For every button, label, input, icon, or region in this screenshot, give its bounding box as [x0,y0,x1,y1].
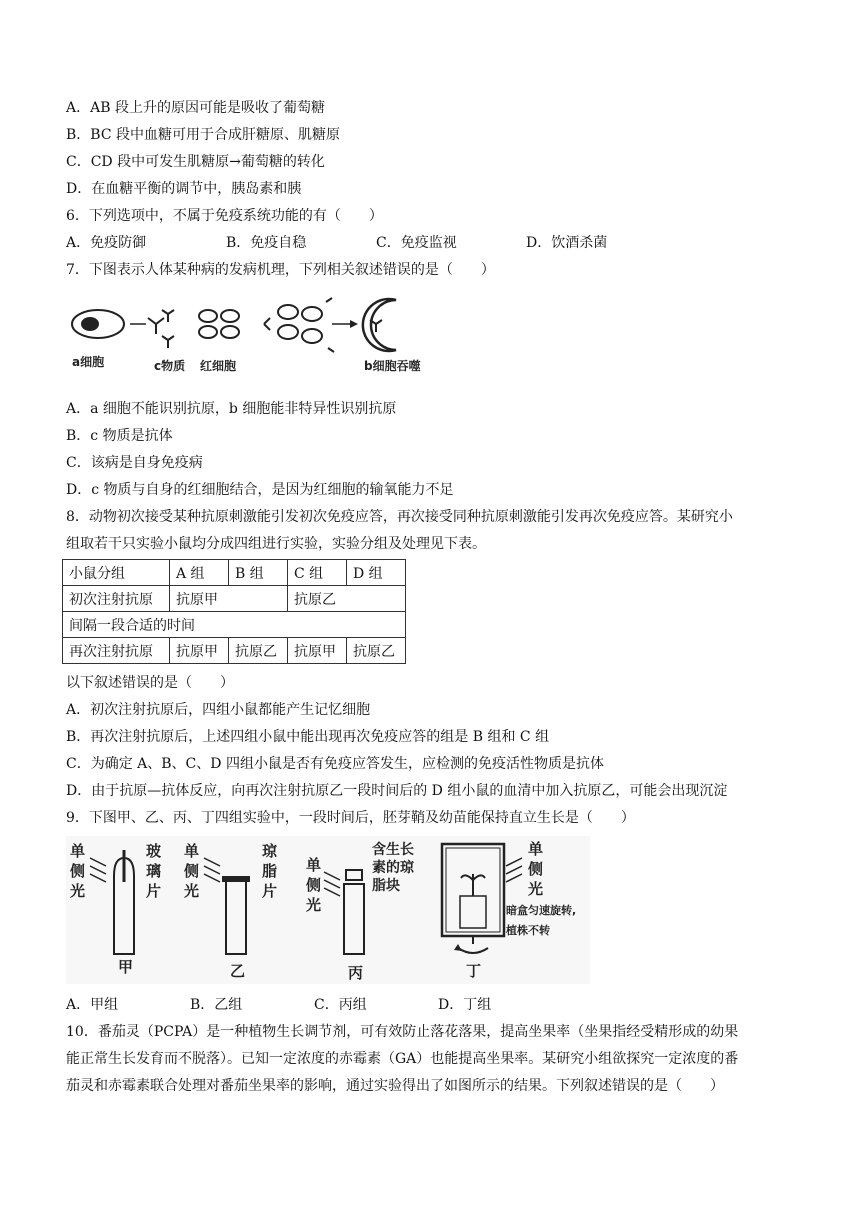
svg-text:光: 光 [306,896,322,914]
table-row [63,586,406,612]
red-cell-icons [199,310,239,338]
svg-text:侧: 侧 [306,876,322,894]
bound-complex-icon [264,298,334,352]
q8-option-a: A．初次注射抗原后，四组小鼠都能产生记忆细胞 [66,702,371,718]
table-cell: 抗原甲 [288,638,347,664]
q8-table [62,559,406,664]
q7-option-b: B．c 物质是抗体 [66,428,173,444]
svg-text:单: 单 [306,856,322,874]
q10-line2: 能正常生长发育而不脱落）。已知一定浓度的赤霉素（GA）也能提高坐果率。某研究小组欲探究一定浓度的番 [66,1051,739,1067]
svg-text:光: 光 [70,882,86,900]
q5-option-c: C．CD 段中可发生肌糖原→葡萄糖的转化 [66,154,325,170]
label-ding: 丁 [466,962,482,980]
table-cell: 抗原甲 [170,638,229,664]
svg-text:侧: 侧 [70,862,86,880]
table-row [63,638,406,664]
q5-option-b: B．BC 段中血糖可用于合成肝糖原、肌糖原 [66,127,340,143]
q9-option-d: D．丁组 [438,997,492,1013]
q8-stem-line2: 组取若干只实验小鼠均分成四组进行实验，实验分组及处理见下表。 [66,536,486,552]
table-cell: 间隔一段合适的时间 [63,612,406,638]
svg-text:璃: 璃 [146,862,162,880]
b-cell-shape [363,299,396,351]
q9-option-a: A．甲组 [66,997,119,1013]
table-cell: 抗原甲 [170,586,288,612]
q5-option-d: D．在血糖平衡的调节中，胰岛素和胰 [66,181,302,197]
q7-option-d: D．c 物质与自身的红细胞结合，是因为红细胞的输氧能力不足 [66,482,454,498]
a-cell-nucleus [81,317,99,331]
q10-line3: 茄灵和赤霉素联合处理对番茄坐果率的影响，通过实验得出了如图所示的结果。下列叙述错误的是（ ） [66,1078,724,1094]
q6-option-b: B．免疫自稳 [226,235,307,251]
antibody-icons [148,310,174,348]
q9-option-b: B．乙组 [190,997,243,1013]
q8-option-d: D．由于抗原—抗体反应，向再次注射抗原乙一段时间后的 D 组小鼠的血清中加入抗原乙，可能会出现沉淀 [66,783,728,799]
q9-stem: 9．下图甲、乙、丙、丁四组实验中，一段时间后，胚芽鞘及幼苗能保持直立生长是（ ） [66,810,635,826]
table-cell: D 组 [347,560,406,586]
table-cell: 初次注射抗原 [63,586,170,612]
q9-option-c: C．丙组 [314,997,367,1013]
svg-text:单: 单 [184,842,200,860]
label-b-cell: b细胞吞噬 [364,359,421,373]
q7-option-c: C．该病是自身免疫病 [66,455,203,471]
q6-option-d: D．饮酒杀菌 [526,235,608,251]
table-cell: 小鼠分组 [63,560,170,586]
svg-text:侧: 侧 [528,860,544,878]
label-c-substance: c物质 [154,359,186,373]
q7-option-a: A．a 细胞不能识别抗原，b 细胞能非特异性识别抗原 [66,401,397,417]
q9-options [66,995,491,1015]
svg-text:含生长: 含生长 [372,842,414,858]
svg-text:片: 片 [262,882,278,900]
q10-line1: 10．番茄灵（PCPA）是一种植物生长调节剂，可有效防止落花落果，提高坐果率（坐果指经受精形成的幼果 [66,1024,739,1040]
q9-figure [66,836,590,984]
svg-text:素的琼: 素的琼 [372,860,414,876]
q6-option-c: C．免疫监视 [376,235,457,251]
table-cell: C 组 [288,560,347,586]
table-cell: 抗原乙 [288,586,406,612]
svg-text:脂块: 脂块 [372,878,400,894]
table-cell: 抗原乙 [229,638,288,664]
table-cell: A 组 [170,560,229,586]
svg-text:侧: 侧 [184,862,200,880]
svg-text:琼: 琼 [262,842,278,860]
q8-after: 以下叙述错误的是（ ） [66,675,234,691]
svg-text:单: 单 [70,842,86,860]
q6-options [66,233,607,253]
q8-option-c: C．为确定 A、B、C、D 四组小鼠是否有免疫应答发生，应检测的免疫活性物质是抗体 [66,756,604,772]
svg-text:光: 光 [528,880,544,898]
q7-stem: 7．下图表示人体某种病的发病机理，下列相关叙述错误的是（ ） [66,262,495,278]
table-row [63,612,406,638]
label-rotate: 暗盒匀速旋转, [506,904,577,917]
label-jia: 甲 [118,958,134,976]
label-red-cell: 红细胞 [200,359,237,373]
table-cell: 抗原乙 [347,638,406,664]
svg-text:单: 单 [528,840,544,858]
q7-figure [66,288,426,378]
label-a-cell: a细胞 [72,355,105,369]
table-cell: B 组 [229,560,288,586]
q5-option-a: A．AB 段上升的原因可能是吸收了葡萄糖 [66,100,325,116]
label-plant-fixed: 植株不转 [506,924,550,937]
table-row [63,560,406,586]
svg-text:片: 片 [146,882,162,900]
svg-text:光: 光 [184,882,200,900]
table-cell: 再次注射抗原 [63,638,170,664]
label-bing: 丙 [348,964,364,982]
label-yi: 乙 [230,962,246,980]
q8-stem-line1: 8．动物初次接受某种抗原刺激能引发初次免疫应答，再次接受同种抗原刺激能引发再次免疫应答。某研究小 [66,509,733,525]
q6-stem: 6．下列选项中，不属于免疫系统功能的有（ ） [66,208,383,224]
svg-text:玻: 玻 [146,842,162,860]
q6-option-a: A．免疫防御 [66,235,147,251]
svg-text:脂: 脂 [262,862,278,880]
q8-option-b: B．再次注射抗原后，上述四组小鼠中能出现再次免疫应答的组是 B 组和 C 组 [66,729,550,745]
agar-plate [222,876,250,882]
